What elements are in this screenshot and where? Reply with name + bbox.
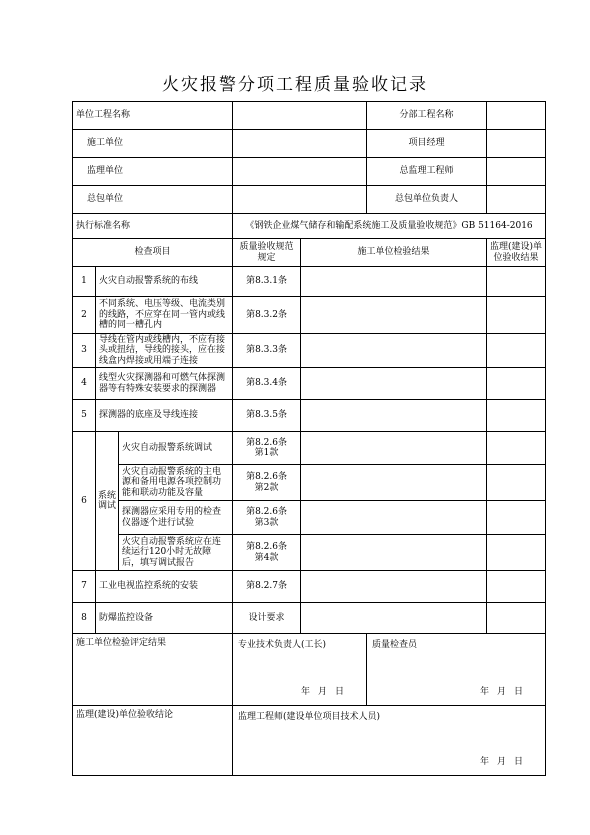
row-number: 6 [73, 432, 96, 571]
row-construction-result[interactable] [301, 603, 487, 634]
row-item: 探测器应采用专用的检查仪器逐个进行试验 [119, 501, 233, 535]
chief-supervisor-value[interactable] [487, 158, 546, 186]
row-construction-result[interactable] [301, 297, 487, 334]
row-construction-result[interactable] [301, 334, 487, 368]
row-number: 2 [73, 297, 96, 334]
row-number: 3 [73, 334, 96, 368]
row-supervision-result[interactable] [487, 571, 546, 603]
table-row [73, 501, 546, 535]
row-number: 4 [73, 368, 96, 400]
row-item: 火灾自动报警系统调试 [119, 432, 233, 465]
row-supervision-result[interactable] [487, 465, 546, 501]
row-item: 工业电视监控系统的安装 [96, 571, 233, 603]
general-contractor-label: 总包单位 [73, 186, 233, 214]
project-manager-label: 项目经理 [367, 130, 487, 158]
row-construction-result[interactable] [301, 571, 487, 603]
supervisor-date: 年月日 [480, 756, 532, 767]
standard-value: 《钢铁企业煤气储存和输配系统施工及质量验收规范》GB 51164-2016 [233, 214, 546, 239]
row-item: 火灾自动报警系统的布线 [96, 267, 233, 297]
row-spec: 第8.3.3条 [233, 334, 301, 368]
row-construction-result[interactable] [301, 400, 487, 432]
construction-eval-label: 施工单位检验评定结果 [73, 634, 233, 706]
page-title: 火灾报警分项工程质量验收记录 [162, 75, 428, 95]
header-item: 检查项目 [73, 239, 233, 267]
row-spec: 设计要求 [233, 603, 301, 634]
row-spec: 第8.3.4条 [233, 368, 301, 400]
sub-project-label: 分部工程名称 [367, 102, 487, 130]
table-row [73, 603, 546, 634]
table-row [73, 571, 546, 603]
unit-project-label: 单位工程名称 [73, 102, 233, 130]
table-row [73, 465, 546, 501]
row-number: 1 [73, 267, 96, 297]
info-row [73, 158, 546, 186]
row-item: 线型火灾探测器和可燃气体探测器等有特殊安装要求的探测器 [96, 368, 233, 400]
row-spec: 第8.2.6条 第3款 [233, 501, 301, 535]
row-item: 不同系统、电压等级、电流类别的线路，不应穿在同一管内或线槽的同一槽孔内 [96, 297, 233, 334]
row-supervision-result[interactable] [487, 603, 546, 634]
row-supervision-result[interactable] [487, 400, 546, 432]
row-supervision-result[interactable] [487, 267, 546, 297]
row-spec: 第8.3.2条 [233, 297, 301, 334]
table-row [73, 267, 546, 297]
row-construction-result[interactable] [301, 368, 487, 400]
supervision-unit-value[interactable] [233, 158, 367, 186]
header-supervision-result: 监理(建设)单位验收结果 [487, 239, 546, 267]
info-row [73, 102, 546, 130]
row-item: 导线在管内或线槽内，不应有接头或扭结，导线的接头，应在接线盒内焊接或用端子连接 [96, 334, 233, 368]
row-construction-result[interactable] [301, 535, 487, 571]
row-supervision-result[interactable] [487, 334, 546, 368]
row-supervision-result[interactable] [487, 432, 546, 465]
row-spec: 第8.2.7条 [233, 571, 301, 603]
header-construction-result: 施工单位检验结果 [301, 239, 487, 267]
supervisor-signature[interactable] [233, 706, 546, 776]
gc-leader-label: 总包单位负责人 [367, 186, 487, 214]
row-group-label: 系统调试 [96, 432, 119, 571]
tech-leader-signature[interactable] [233, 634, 367, 706]
supervision-conclusion-label: 监理(建设)单位验收结论 [73, 706, 233, 776]
table-row [73, 535, 546, 571]
tech-leader-date: 年月日 [301, 686, 353, 697]
quality-inspector-signature[interactable] [367, 634, 546, 706]
row-spec: 第8.2.6条 第1款 [233, 432, 301, 465]
gc-leader-value[interactable] [487, 186, 546, 214]
row-spec: 第8.3.5条 [233, 400, 301, 432]
table-row [73, 297, 546, 334]
standard-row [73, 214, 546, 239]
sub-project-value[interactable] [487, 102, 546, 130]
row-spec: 第8.2.6条 第2款 [233, 465, 301, 501]
construction-unit-label: 施工单位 [73, 130, 233, 158]
construction-unit-value[interactable] [233, 130, 367, 158]
row-supervision-result[interactable] [487, 368, 546, 400]
standard-label: 执行标准名称 [73, 214, 233, 239]
supervision-unit-label: 监理单位 [73, 158, 233, 186]
row-number: 5 [73, 400, 96, 432]
row-spec: 第8.3.1条 [233, 267, 301, 297]
table-row [73, 400, 546, 432]
header-spec: 质量验收规范规定 [233, 239, 301, 267]
supervisor-label: 监理工程师(建设单位项目技术人员) [238, 712, 381, 722]
quality-inspector-label: 质量检查员 [372, 640, 418, 650]
chief-supervisor-label: 总监理工程师 [367, 158, 487, 186]
row-construction-result[interactable] [301, 465, 487, 501]
header-row [73, 239, 546, 267]
signoff-construction-row [73, 634, 546, 706]
table-row [73, 334, 546, 368]
row-number: 7 [73, 571, 96, 603]
info-row [73, 130, 546, 158]
row-item: 防爆监控设备 [96, 603, 233, 634]
project-manager-value[interactable] [487, 130, 546, 158]
inspection-record-table [72, 101, 546, 776]
general-contractor-value[interactable] [233, 186, 367, 214]
unit-project-value[interactable] [233, 102, 367, 130]
row-number: 8 [73, 603, 96, 634]
row-construction-result[interactable] [301, 267, 487, 297]
info-row [73, 186, 546, 214]
row-construction-result[interactable] [301, 432, 487, 465]
row-supervision-result[interactable] [487, 501, 546, 535]
tech-leader-label: 专业技术负责人(工长) [238, 640, 327, 650]
table-row [73, 368, 546, 400]
row-supervision-result[interactable] [487, 297, 546, 334]
row-item: 探测器的底座及导线连接 [96, 400, 233, 432]
quality-inspector-date: 年月日 [480, 686, 532, 697]
row-item: 火灾自动报警系统的主电源和备用电源各项控制功能和联动功能及容量 [119, 465, 233, 501]
row-construction-result[interactable] [301, 501, 487, 535]
row-spec: 第8.2.6条 第4款 [233, 535, 301, 571]
row-item: 火灾自动报警系统应在连续运行120小时无故障后，填写调试报告 [119, 535, 233, 571]
signoff-supervision-row [73, 706, 546, 776]
row-supervision-result[interactable] [487, 535, 546, 571]
table-row [73, 432, 546, 465]
